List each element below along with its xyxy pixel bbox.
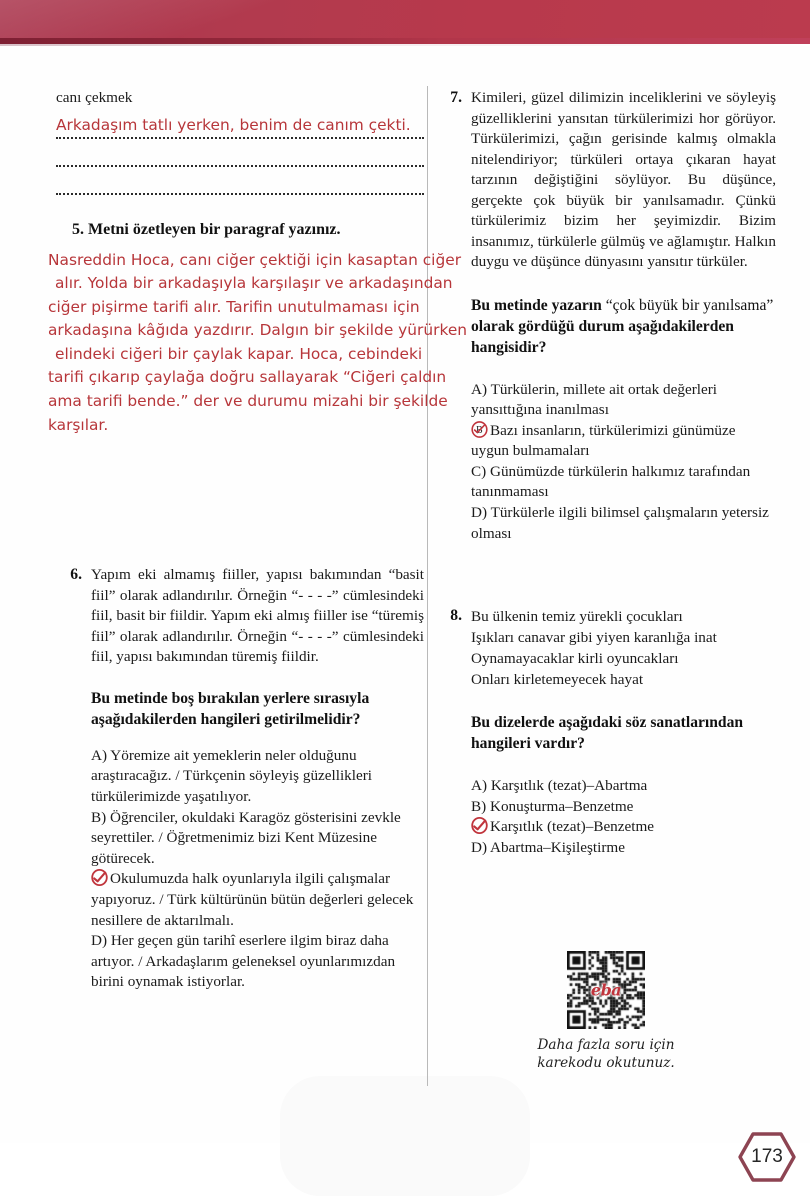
question-7-prompt-quote: “çok büyük bir yanılsama” [605, 296, 774, 314]
question-6-prompt: Bu metinde boş bırakılan yerlere sırasıyla aşağıdakilerden hangileri getirilmelidir? [91, 689, 370, 728]
choice-d-letter: D) [471, 839, 488, 857]
question-7-choices [471, 380, 776, 545]
choice-d-letter: D) [91, 932, 108, 950]
poem-line: Işıkları canavar gibi yiyen karanlığa inat [471, 629, 717, 647]
question-6-number: 6. [70, 566, 82, 584]
choice-b[interactable] [471, 421, 776, 462]
choice-c[interactable] [471, 817, 776, 838]
left-column [48, 88, 468, 993]
choice-a[interactable] [471, 776, 776, 797]
eba-logo: eba [590, 980, 622, 1000]
choice-a-text: Yöremize ait yemeklerin neler olduğunu araştıracağız. / Türkçenin söyleyiş güzellikleri türkülerimizde yaşatılıyor. [91, 746, 373, 805]
column-divider [427, 86, 428, 1086]
choice-c[interactable] [471, 462, 776, 503]
poem-line: Onları kirletemeyecek hayat [471, 671, 644, 689]
question-8 [436, 606, 776, 858]
question-7 [436, 88, 776, 544]
choice-d[interactable] [471, 503, 776, 544]
choice-b-letter: B) [91, 808, 107, 826]
choice-d-text: Türkülerle ilgili bilimsel çalışmaların yetersiz olması [471, 504, 769, 542]
choice-d[interactable] [471, 838, 776, 859]
task5-answer-line: tarifi çıkarıp çaylağa doğru sallayarak “Ciğeri çaldın [48, 368, 447, 387]
page-number-text: 173 [751, 1146, 783, 1167]
task5-answer-line: alır. Yolda bir arkadaşıyla karşılaşır ve arkadaşından [55, 274, 453, 293]
choice-d[interactable] [91, 931, 424, 993]
choice-d-text: Her geçen gün tarihî eserlere ilgim biraz daha artıyor. / Arkadaşlarım geleneksel oyunlarımızdan birini oynamak istiyorlar. [91, 932, 396, 991]
task5-title: 5. Metni özetleyen bir paragraf yazınız. [72, 220, 341, 238]
task5-answer-line: ciğer pişirme tarifi alır. Tarifin unutulmaması için [48, 297, 420, 316]
poem [471, 606, 776, 690]
choice-a-text: Karşıtlık (tezat)–Abartma [490, 777, 648, 795]
question-6 [56, 565, 424, 993]
idiom-label: canı çekmek [56, 89, 133, 106]
question-8-number: 8. [450, 607, 462, 625]
choice-b-text: Bazı insanların, türkülerimizi günümüze uygun bulmamaları [471, 421, 736, 460]
choice-c-text: Okulumuzda halk oyunlarıyla ilgili çalışmalar yapıyoruz. / Türk kültürünün bütün değerleri gelecek nesillere de aktarılmalı. [91, 870, 414, 929]
task5-answer-line: Nasreddin Hoca, canı ciğer çektiği için kasaptan ciğer [48, 250, 462, 269]
question-6-passage: Yapım eki almamış fiiller, yapısı bakımından “basit fiil” olarak adlandırılır. Örneğin “- - - -” cümlesindeki fiil, basit bir fiildir. Yapım eki almış fiiller ise “türemiş fiil” olarak adlandırılır. Örneğin “- - - -” cümlesindeki fiil, yapısı bakımından türemiş fiildir. [91, 566, 424, 666]
answer-checkmark-icon [91, 869, 108, 886]
choice-c-text: Karşıtlık (tezat)–Benzetme [490, 818, 655, 836]
blank-line-2 [56, 167, 424, 195]
choice-b-letter: B) [471, 797, 487, 815]
choice-a-letter: A) [471, 380, 488, 398]
task5-answer [48, 249, 468, 438]
task5-answer-line: ama tarifi bende.” der ve durumu mizahi bir şekilde [48, 392, 448, 411]
question-7-prompt-part2: olarak gördüğü durum aşağıdakilerden hangisidir? [471, 317, 734, 356]
qr-block [436, 951, 776, 1072]
qr-code-image[interactable] [567, 951, 645, 1029]
question-6-choices [91, 746, 424, 993]
choice-a-text: Türkülerin, millete ait ortak değerleri yansıttığına inanılması [471, 380, 718, 419]
svg-text:B: B [476, 424, 483, 436]
question-7-passage: Kimileri, güzel dilimizin inceliklerini ve söyleyiş güzelliklerini yansıtan türkülerimizi hor görüyor. Türkülerimizi, çağın gerisinde kalmış olmakla nitelendiriyor; türküleri ortaya çıkaran hayat tarzının değiştiğini söylüyor. Bu düşünce, gerçekte çok büyük bir yanılsamadır. Çünkü türkülerimiz bizim her şeyimizdir. Bizim insanımız, türkülerle gülmüş ve ağlamıştır. Halkın duygu ve düşünce dünyasını yansıtır türküler. [471, 89, 776, 270]
poem-line: Bu ülkenin temiz yürekli çocukları [471, 608, 683, 626]
task5-answer-line: karşılar. [48, 415, 109, 434]
qr-caption [436, 1036, 776, 1072]
poem-line: Oynamayacaklar kirli oyuncakları [471, 650, 679, 668]
choice-d-text: Abartma–Kişileştirme [490, 839, 625, 857]
choice-d-letter: D) [471, 504, 488, 522]
answer-checkmark-icon [471, 421, 488, 438]
task5-answer-line: arkadaşına kâğıda yazdırır. Dalgın bir şekilde yürürken [48, 321, 468, 340]
choice-b-text: Öğrenciler, okuldaki Karagöz gösterisini zevkle seyrettiler. / Öğretmenimiz bizi Kent Müzesine götürecek. [91, 808, 401, 867]
choice-a-letter: A) [471, 777, 488, 795]
task5-answer-line: elindeki ciğeri bir çaylak kapar. Hoca, cebindeki [55, 344, 423, 363]
question-7-prompt-part1: Bu metinde yazarın [471, 296, 606, 314]
choice-b[interactable] [91, 808, 424, 870]
header-decorative-band [0, 0, 810, 38]
question-7-number: 7. [450, 89, 462, 106]
choice-c-letter: C) [471, 462, 487, 480]
choice-b[interactable] [471, 797, 776, 818]
choice-b-text: Konuşturma–Benzetme [489, 797, 634, 815]
idiom-written-answer: Arkadaşım tatlı yerken, benim de canım çekti. [56, 114, 424, 139]
background-watermark [280, 1076, 530, 1196]
blank-line-1 [56, 139, 424, 167]
qr-caption-line-1: Daha fazla soru için [537, 1037, 675, 1053]
question-8-prompt: Bu dizelerde aşağıdaki söz sanatlarından hangileri vardır? [471, 714, 744, 753]
page-body [0, 46, 810, 1167]
qr-caption-line-2: karekodu okutunuz. [537, 1055, 675, 1071]
choice-c[interactable] [91, 869, 424, 931]
page-number-badge [737, 1131, 797, 1183]
choice-a[interactable] [471, 380, 776, 421]
header-band-gloss [0, 0, 300, 38]
question-7-prompt [471, 295, 776, 358]
right-column [436, 88, 776, 859]
answer-checkmark-icon [471, 817, 488, 834]
choice-c-text: Günümüzde türkülerin halkımız tarafından tanınmaması [471, 462, 751, 501]
choice-a-letter: A) [91, 746, 108, 764]
choice-a[interactable] [91, 746, 424, 808]
question-8-choices [471, 776, 776, 858]
